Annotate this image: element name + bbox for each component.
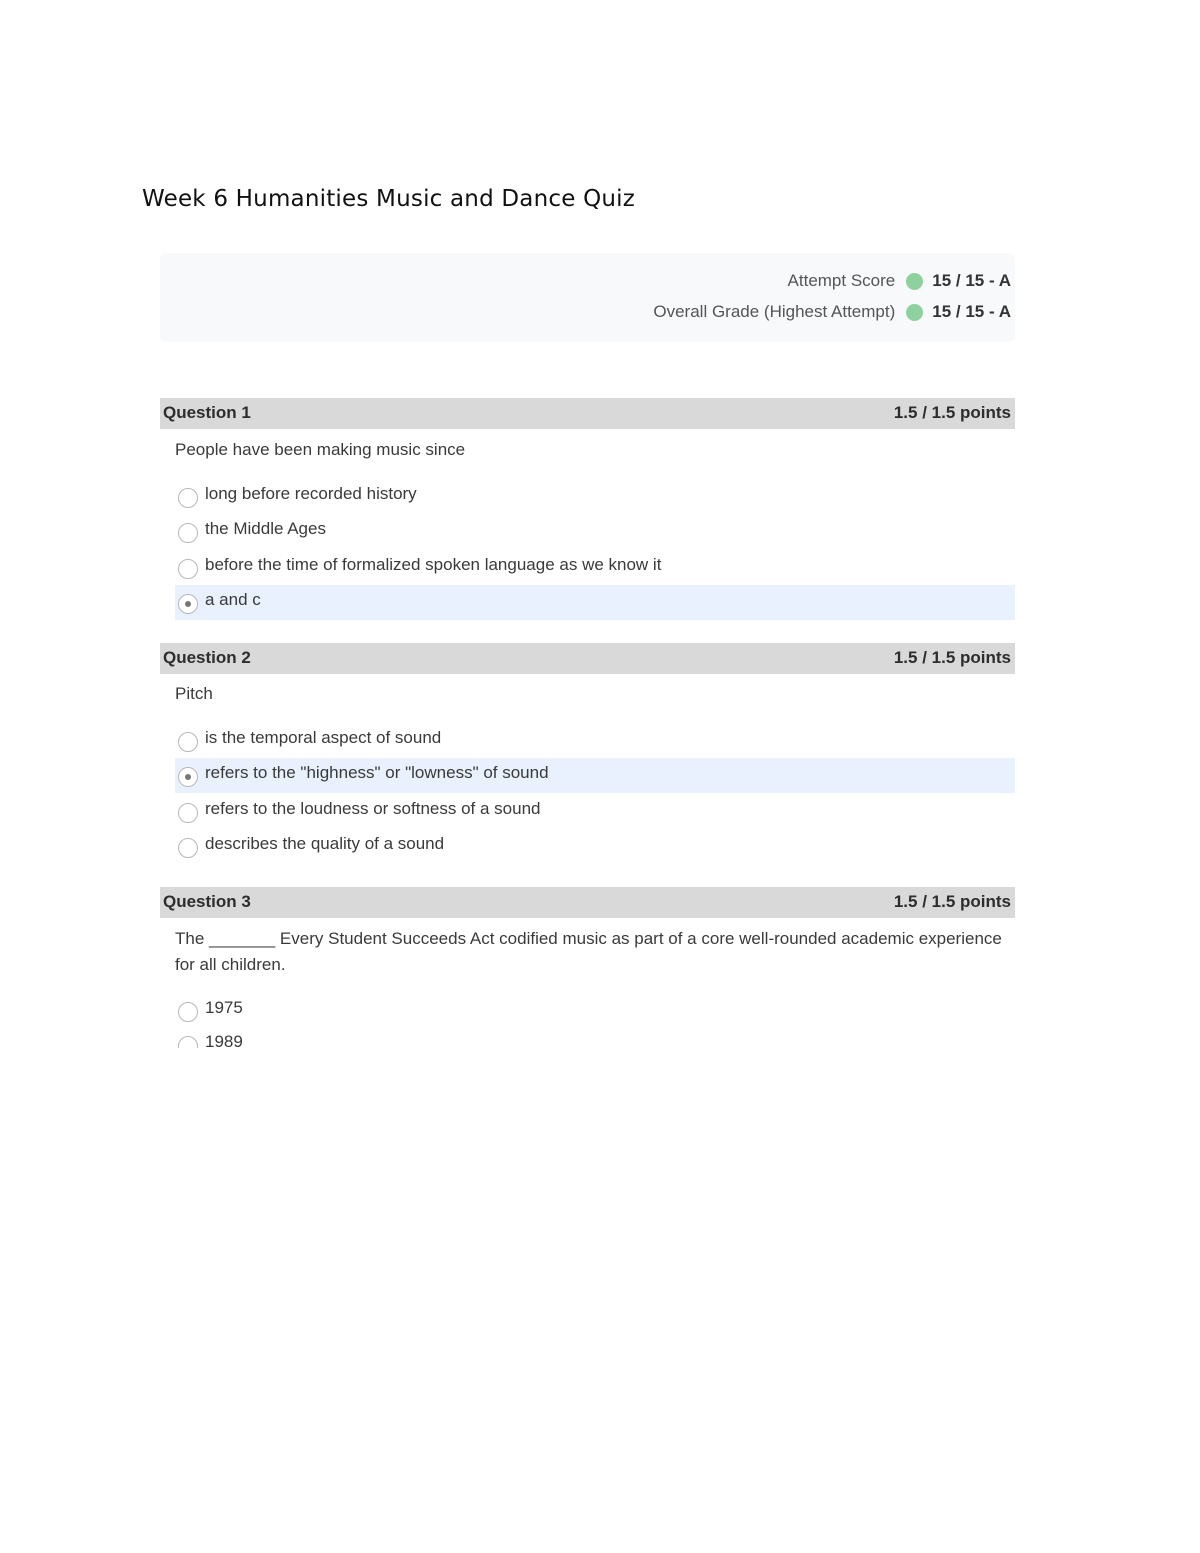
radio-button[interactable] — [178, 838, 198, 858]
question-number: Question 1 — [163, 403, 251, 422]
radio-button[interactable] — [178, 803, 198, 823]
question-number: Question 3 — [163, 892, 251, 911]
attempt-score-label: Attempt Score — [787, 271, 896, 290]
question-header — [160, 887, 1015, 918]
answer-option-label: before the time of formalized spoken language as we know it — [205, 555, 662, 574]
overall-grade-value: 15 / 15 - A — [932, 302, 1011, 321]
answer-option[interactable] — [175, 1027, 1015, 1048]
answer-option-label: a and c — [205, 590, 261, 609]
question-text: Pitch — [175, 684, 213, 703]
radio-button-checked[interactable] — [178, 594, 198, 614]
answer-option-label: is the temporal aspect of sound — [205, 728, 442, 747]
answer-option-label: refers to the "highness" or "lowness" of sound — [205, 763, 549, 782]
radio-button[interactable] — [178, 523, 198, 543]
answer-option-label: long before recorded history — [205, 484, 417, 503]
answer-option-label: 1975 — [205, 998, 243, 1017]
radio-button[interactable] — [178, 1036, 198, 1048]
question-points: 1.5 / 1.5 points — [893, 403, 1011, 422]
answer-option[interactable] — [175, 993, 1015, 1028]
answer-option-label: the Middle Ages — [205, 519, 326, 538]
answer-option-selected[interactable] — [175, 758, 1015, 793]
question-text: People have been making music since — [175, 440, 466, 459]
page-title: Week 6 Humanities Music and Dance Quiz — [142, 186, 636, 212]
radio-button[interactable] — [178, 559, 198, 579]
answer-option[interactable] — [175, 794, 1015, 829]
answer-option[interactable] — [175, 550, 1015, 585]
answer-option[interactable] — [175, 479, 1015, 514]
answer-option-selected[interactable] — [175, 585, 1015, 620]
overall-grade-label: Overall Grade (Highest Attempt) — [653, 302, 896, 321]
question-header — [160, 643, 1015, 674]
answer-option[interactable] — [175, 723, 1015, 758]
answer-option-label: 1989 — [205, 1032, 243, 1048]
answer-option-label: describes the quality of a sound — [205, 834, 445, 853]
question-text: The _______ Every Student Succeeds Act codified music as part of a core well-rounded academic experience for all children. — [175, 929, 1002, 974]
attempt-score-value: 15 / 15 - A — [932, 271, 1011, 290]
answer-option-label: refers to the loudness or softness of a sound — [205, 799, 541, 818]
radio-button[interactable] — [178, 732, 198, 752]
question-number: Question 2 — [163, 648, 251, 667]
question-header — [160, 398, 1015, 429]
radio-button[interactable] — [178, 488, 198, 508]
question-points: 1.5 / 1.5 points — [893, 892, 1011, 911]
question-points: 1.5 / 1.5 points — [893, 648, 1011, 667]
answer-option[interactable] — [175, 514, 1015, 549]
radio-button-checked[interactable] — [178, 767, 198, 787]
radio-button[interactable] — [178, 1002, 198, 1022]
answer-option[interactable] — [175, 829, 1015, 864]
